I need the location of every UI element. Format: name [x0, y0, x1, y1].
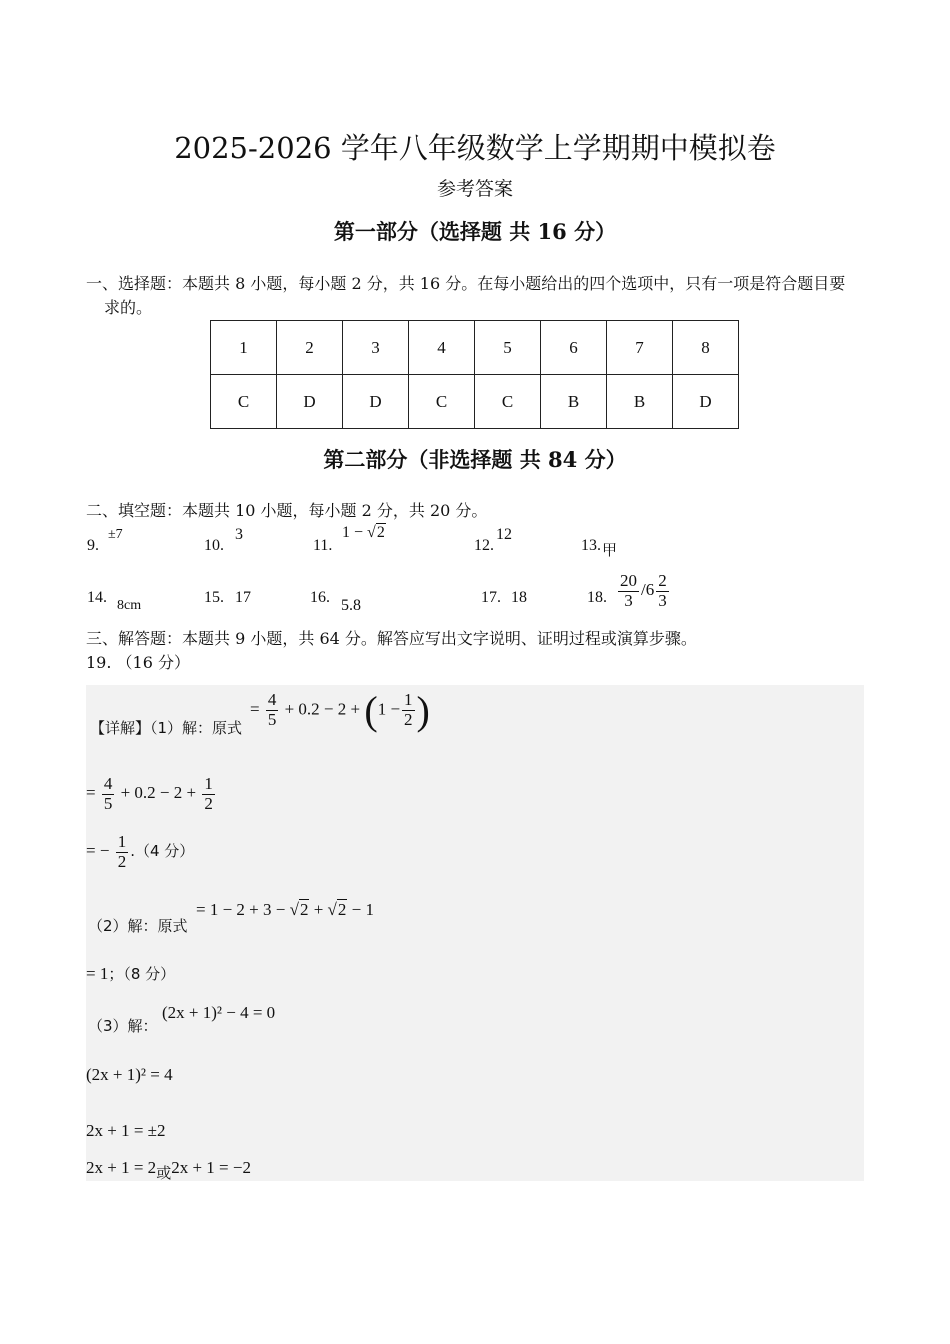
q18-denominator: 3 [624, 590, 633, 610]
q14-label: 14. [87, 589, 107, 606]
q14-answer: 8cm [117, 598, 142, 613]
numerator: 1 [404, 690, 413, 710]
part1-instruction-line1: 一、选择题：本题共 8 小题，每小题 2 分，共 16 分。在每小题给出的四个选项中，只有一项是符合题目要 [86, 274, 846, 293]
table-cell: 2 [277, 321, 343, 375]
q12-answer: 12 [496, 526, 512, 543]
fill-instruction: 二、填空题：本题共 10 小题，每小题 2 分，共 20 分。 [86, 501, 488, 520]
expression-text: + 0.2 − 2 + [284, 699, 361, 719]
table-cell: 4 [409, 321, 475, 375]
q11-radicand: 2 [376, 524, 385, 541]
score-note: .（4 分） [130, 842, 195, 861]
radicand: 2 [337, 900, 347, 919]
or-text: 或 [156, 1164, 172, 1182]
table-cell: C [211, 375, 277, 429]
q9-label: 9. [87, 537, 99, 554]
page-subtitle: 参考答案 [436, 178, 513, 200]
q18-separator: / [641, 580, 646, 600]
q17-answer: 18 [511, 589, 527, 606]
q9-answer: ±7 [108, 527, 123, 542]
part3-label: （3）解： [88, 1017, 158, 1035]
solution-step-1 [250, 687, 430, 734]
solution-panel [86, 685, 864, 1181]
q13-label: 13. [581, 537, 601, 554]
q17-label: 17. [481, 589, 501, 606]
fraction [402, 691, 415, 729]
expression-text: = 1 [86, 964, 109, 983]
expression-text: + 0.2 − 2 + [120, 783, 197, 803]
q11-label: 11. [313, 537, 333, 554]
q16-answer: 5.8 [341, 597, 361, 614]
table-cell: 3 [343, 321, 409, 375]
q18-mixed-denominator: 3 [658, 590, 667, 610]
fraction [116, 833, 129, 871]
q18-fraction [618, 572, 639, 610]
part3-eq2: (2x + 1)² = 4 [86, 1065, 173, 1084]
solution-step-2 [86, 775, 217, 813]
part1-heading: 第一部分（选择题 共 16 分） [333, 219, 617, 244]
left-paren-icon: ( [364, 688, 378, 733]
table-cell: D [277, 375, 343, 429]
q18-mixed-fraction [656, 572, 669, 610]
q15-label: 15. [204, 589, 224, 606]
part3-eq4 [86, 1157, 251, 1182]
expression-text: = − [86, 841, 110, 861]
page-title: 2025-2026 学年八年级数学上学期期中模拟卷 [174, 131, 776, 165]
q18-mixed-numerator: 2 [658, 571, 667, 590]
part2-result [86, 963, 175, 984]
q18-answer [616, 572, 671, 610]
q11-prefix: 1 − [342, 524, 364, 541]
q18-label: 18. [587, 589, 607, 606]
table-cell: D [343, 375, 409, 429]
denominator: 2 [117, 851, 127, 871]
expression-text: + [313, 900, 324, 919]
table-cell: 5 [475, 321, 541, 375]
expression-text: 2x + 1 = −2 [171, 1158, 251, 1177]
answer-table-answer-row [211, 375, 739, 429]
right-paren-icon: ) [416, 688, 430, 733]
q10-answer: 3 [235, 526, 243, 543]
part3-eq1: (2x + 1)² − 4 = 0 [162, 1003, 276, 1022]
sqrt-sign-icon: √ [289, 900, 299, 919]
expression-text: 2x + 1 = 2 [86, 1158, 157, 1177]
denominator: 2 [204, 793, 213, 813]
numerator: 1 [117, 832, 127, 851]
equals-sign: = [250, 699, 260, 719]
numerator: 1 [204, 774, 213, 793]
answer-table-number-row [211, 321, 739, 375]
part2-heading: 第二部分（非选择题 共 84 分） [323, 447, 627, 472]
q15-answer: 17 [235, 589, 251, 606]
sqrt-sign-icon: √ [327, 900, 337, 919]
table-cell: D [673, 375, 739, 429]
expression-text: 1 − [377, 699, 401, 719]
expression-text: − 1 [351, 900, 374, 919]
denominator: 5 [103, 793, 113, 813]
part3-eq3: 2x + 1 = ±2 [86, 1121, 166, 1140]
sqrt-sign-icon: √ [367, 524, 376, 541]
part2-expression [196, 900, 374, 920]
denominator: 2 [404, 710, 413, 729]
table-cell: 8 [673, 321, 739, 375]
expression-text: = 1 − 2 + 3 − [196, 900, 286, 919]
numerator: 4 [103, 774, 113, 793]
q11-answer [342, 524, 386, 542]
denominator: 5 [267, 710, 277, 729]
equals-sign: = [86, 783, 96, 803]
table-cell: C [409, 375, 475, 429]
table-cell: 1 [211, 321, 277, 375]
radicand: 2 [299, 900, 309, 919]
solution-detail-label: 【详解】（1）解：原式 [90, 719, 243, 737]
q18-numerator: 20 [620, 571, 637, 590]
q16-label: 16. [310, 589, 330, 606]
score-note: ；（8 分） [108, 965, 176, 983]
solve-instruction: 三、解答题：本题共 9 小题，共 64 分。解答应写出文字说明、证明过程或演算步骤。 [86, 629, 697, 648]
answer-table [210, 320, 739, 429]
fraction [266, 691, 279, 729]
solution-step-3 [86, 833, 194, 871]
table-cell: B [607, 375, 673, 429]
table-cell: C [475, 375, 541, 429]
q19-header: 19. （16 分） [86, 653, 190, 672]
fraction [202, 775, 215, 813]
numerator: 4 [267, 690, 277, 710]
q12-label: 12. [474, 537, 494, 554]
q18-whole: 6 [645, 580, 655, 600]
q10-label: 10. [204, 537, 224, 554]
table-cell: 7 [607, 321, 673, 375]
q13-answer: 甲 [602, 541, 618, 559]
part1-instruction [86, 272, 845, 320]
part2-label: （2）解：原式 [88, 917, 188, 935]
table-cell: 6 [541, 321, 607, 375]
fraction [102, 775, 115, 813]
table-cell: B [541, 375, 607, 429]
part1-instruction-line2: 求的。 [104, 298, 153, 317]
